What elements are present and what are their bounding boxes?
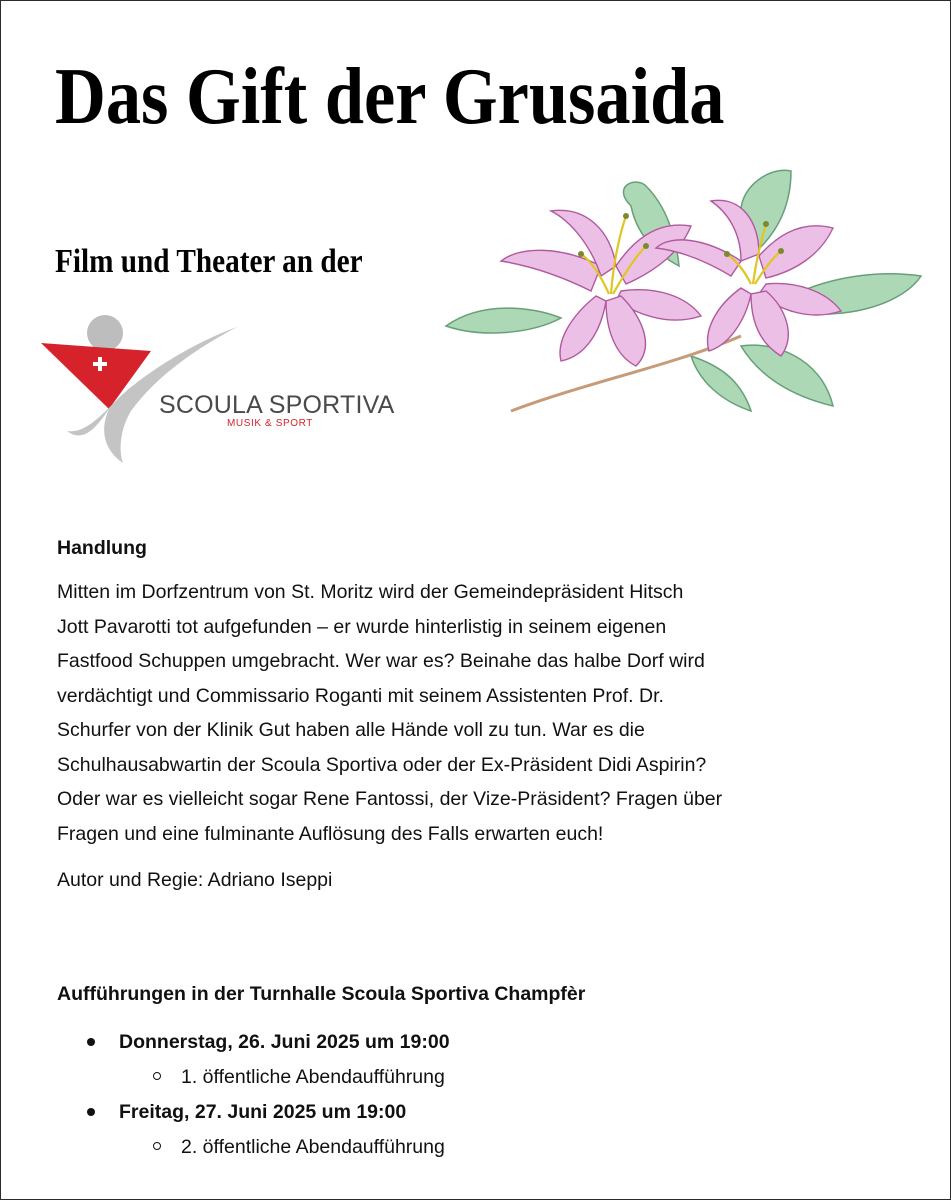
performance-date: Donnerstag, 26. Juni 2025 um 19:00 — [119, 1031, 450, 1053]
plot-line: Schurfer von der Klinik Gut haben alle Hände voll zu tun. War es die — [57, 719, 645, 741]
logo-name: SCOULA SPORTIVA — [159, 391, 395, 419]
plot-line: Schulhausabwartin der Scoula Sportiva oder der Ex-Präsident Didi Aspirin? — [57, 753, 707, 776]
plot-line: Fastfood Schuppen umgebracht. Wer war es? Beinahe das halbe Dorf wird — [57, 650, 705, 672]
plot-section — [57, 531, 897, 897]
list-item — [57, 1025, 450, 1095]
logo-tagline: MUSIK & SPORT — [227, 418, 313, 429]
subtitle: Film und Theater an der — [55, 243, 363, 280]
lily-flowers-illustration — [441, 166, 926, 426]
bullet-icon — [87, 1108, 95, 1116]
circle-bullet-icon — [153, 1142, 161, 1150]
logo-head-shape — [87, 315, 123, 351]
performance-detail-row — [119, 1130, 450, 1165]
plot-line: Mitten im Dorfzentrum von St. Moritz wird der Gemeindepräsident Hitsch — [57, 581, 684, 603]
plot-line: Oder war es vielleicht sogar Rene Fantossi, der Vize-Präsident? Fragen über — [57, 788, 723, 810]
list-item — [57, 1095, 450, 1165]
performances-list — [57, 1025, 450, 1165]
performance-detail: 1. öffentliche Abendaufführung — [181, 1066, 445, 1088]
circle-bullet-icon — [153, 1072, 161, 1080]
plot-heading: Handlung — [57, 537, 147, 559]
plot-line: Fragen und eine fulminante Auflösung des Falls erwarten euch! — [57, 822, 604, 845]
bullet-icon — [87, 1038, 95, 1046]
plot-text — [57, 575, 897, 851]
page-title: Das Gift der Grusaida — [55, 53, 725, 141]
performances-heading: Aufführungen in der Turnhalle Scoula Sportiva Champfèr — [57, 983, 586, 1005]
scoula-sportiva-logo — [39, 313, 409, 465]
plot-line: Jott Pavarotti tot aufgefunden – er wurde hinterlistig in seinem eigenen — [57, 615, 667, 638]
performance-detail-row — [119, 1060, 450, 1095]
author-credit: Autor und Regie: Adriano Iseppi — [57, 869, 333, 891]
performance-detail: 2. öffentliche Abendaufführung — [181, 1136, 445, 1158]
performance-date: Freitag, 27. Juni 2025 um 19:00 — [119, 1101, 407, 1123]
plot-line: verdächtigt und Commissario Roganti mit seinem Assistenten Prof. Dr. — [57, 684, 664, 707]
